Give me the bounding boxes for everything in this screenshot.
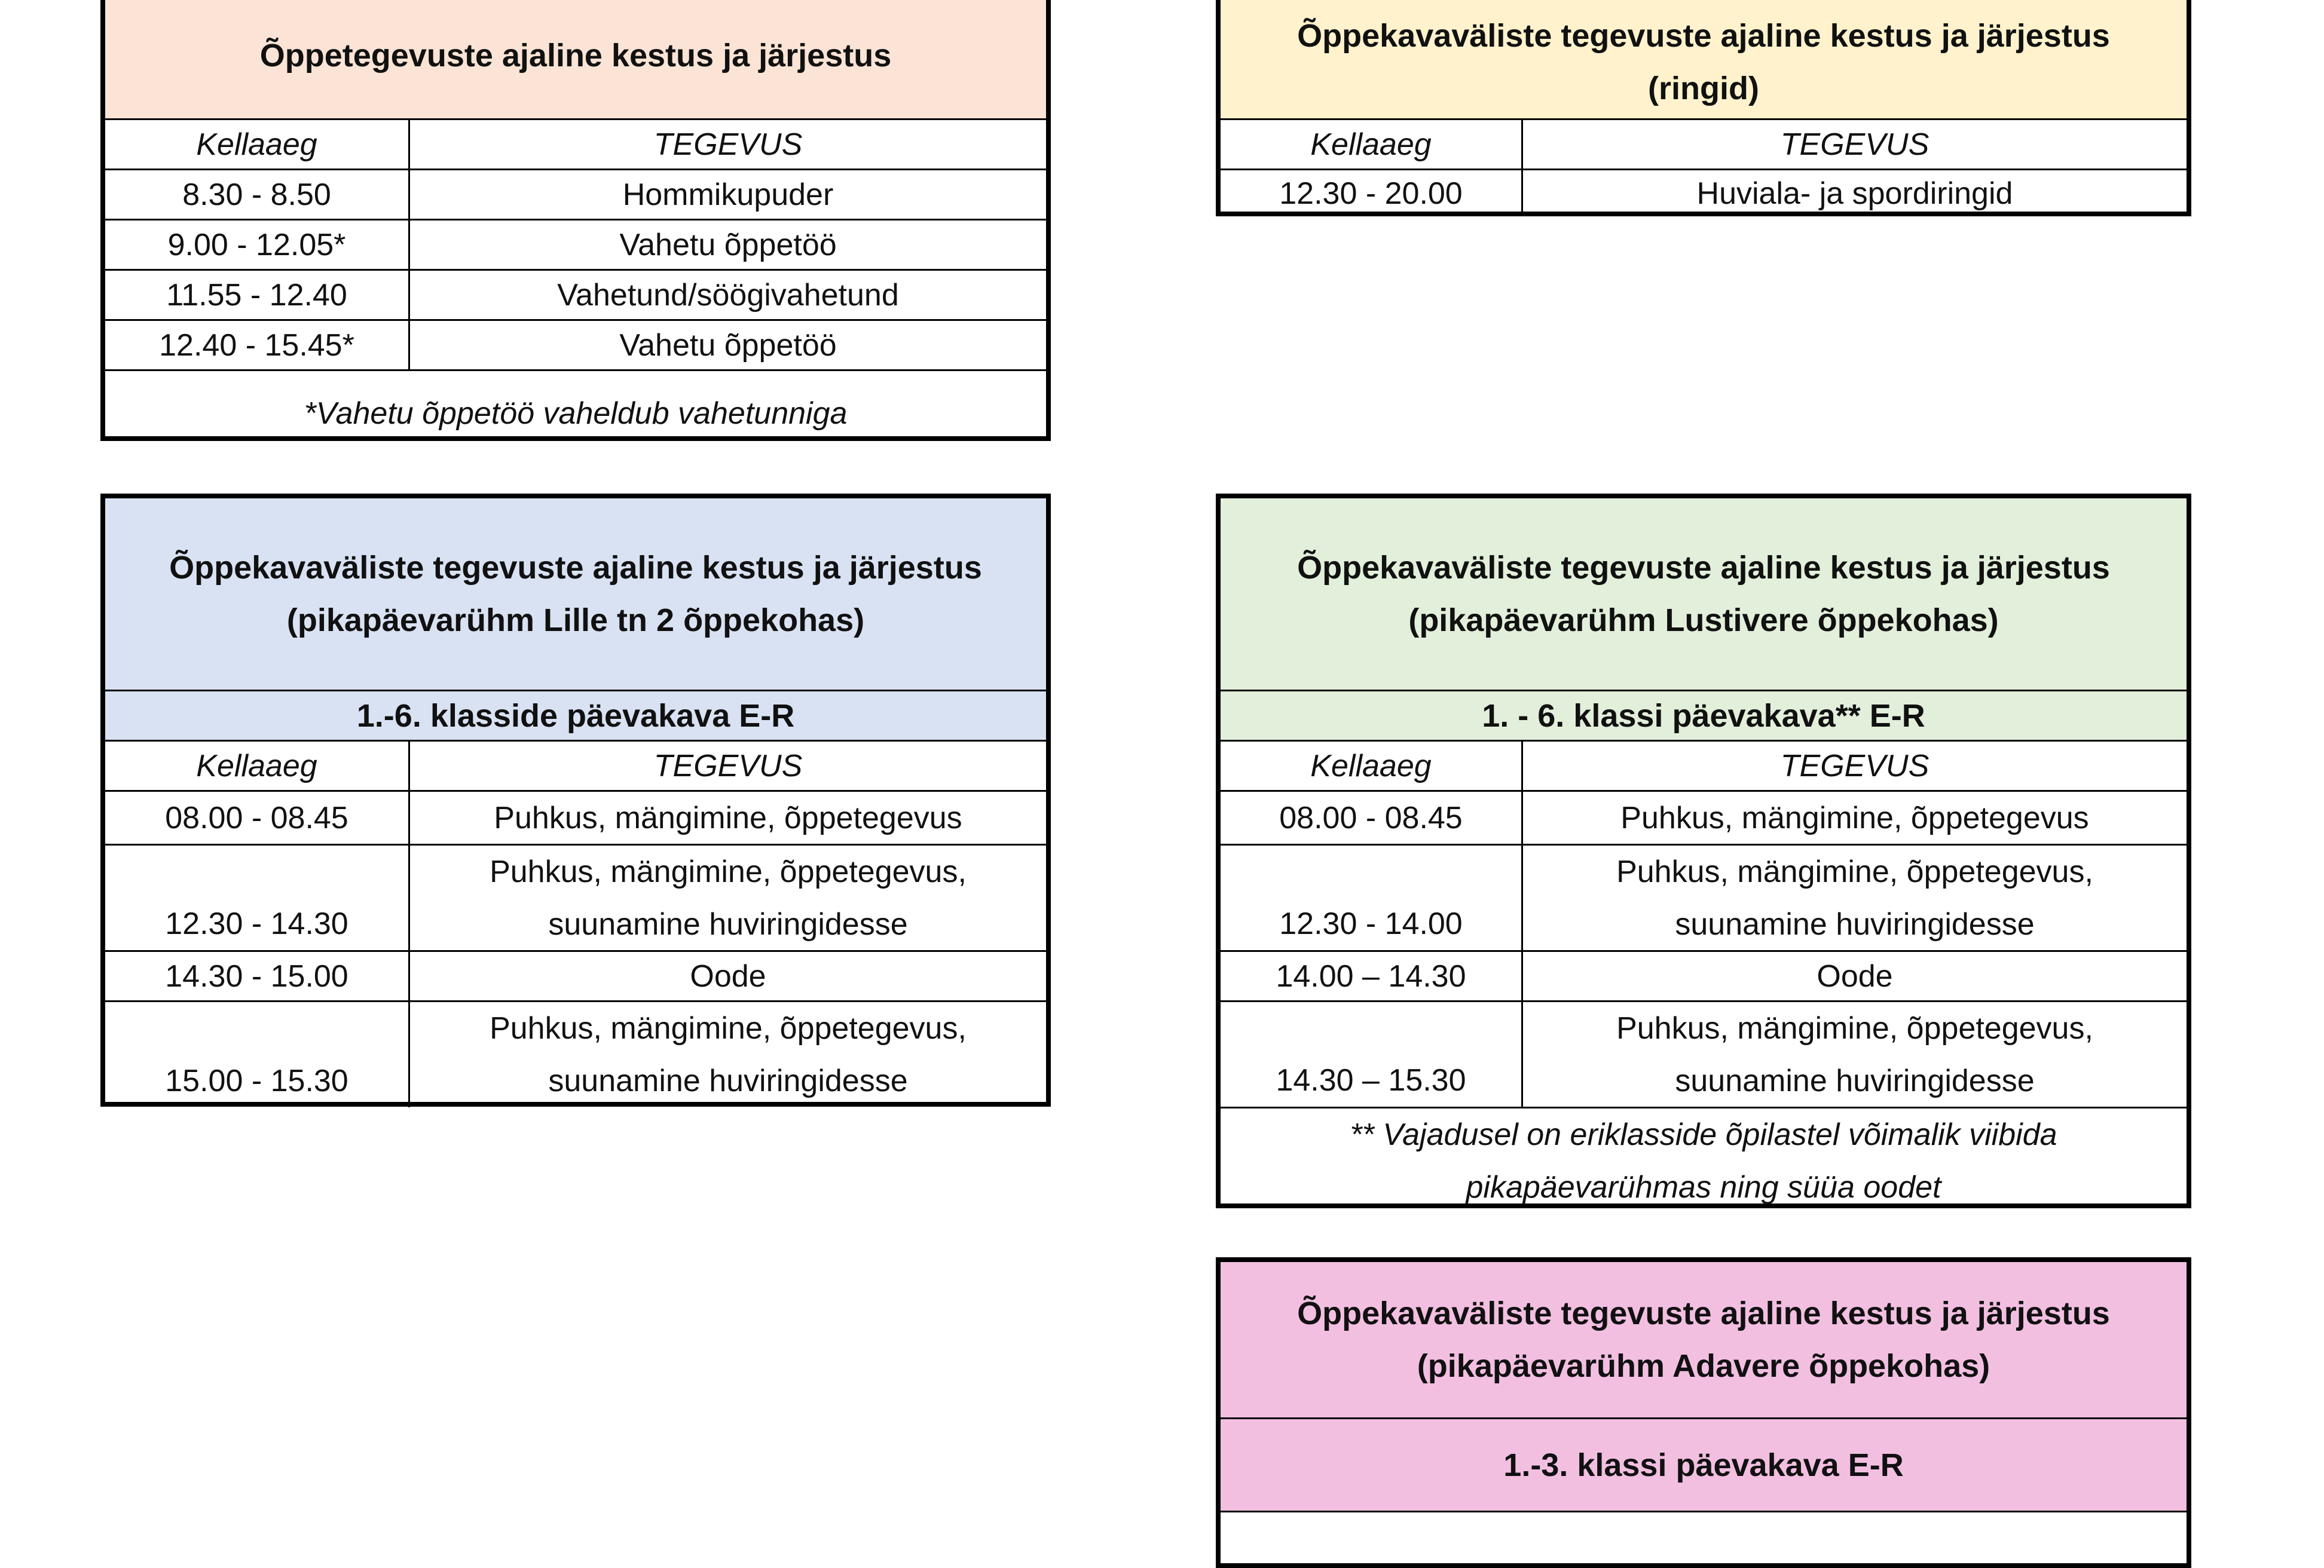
table-title <box>1221 1262 2187 1417</box>
column-header-row <box>105 118 1046 169</box>
time-cell: 9.00 - 12.05* <box>105 220 410 269</box>
subheader-row <box>1221 1417 2187 1511</box>
table-row <box>105 1000 1046 1107</box>
activity-line-2: suunamine huviringidesse <box>548 906 908 942</box>
table-header <box>105 0 1046 118</box>
table-row <box>105 269 1046 319</box>
schedule-table-adavere <box>1216 1257 2191 1568</box>
table-header <box>1221 0 2187 118</box>
time-cell: 15.00 - 15.30 <box>105 1002 410 1107</box>
column-header-time: Kellaaeg <box>1221 120 1523 169</box>
table-header <box>1221 1262 2187 1417</box>
table-title-line-2: (pikapäevarühm Lustivere õppekohas) <box>1408 602 1999 638</box>
table-title: Õppetegevuste ajaline kestus ja järjestus <box>259 38 892 74</box>
column-header-time: Kellaaeg <box>105 120 410 169</box>
table-title-line-1: Õppekavaväliste tegevuste ajaline kestus ja järjestus <box>1297 1296 2110 1331</box>
time-cell: 14.00 – 14.30 <box>1221 952 1523 1000</box>
table-title-line-2: (pikapäevarühm Adavere õppekohas) <box>1417 1348 1990 1384</box>
column-header-row <box>1221 118 2187 169</box>
activity-cell: Vahetu õppetöö <box>619 327 837 363</box>
table-row <box>105 219 1046 269</box>
activity-cell <box>410 1002 1046 1107</box>
time-cell: 14.30 – 15.30 <box>1221 1002 1523 1107</box>
table-row <box>105 844 1046 950</box>
column-header-time: Kellaaeg <box>1221 742 1523 790</box>
time-cell: 14.30 - 15.00 <box>105 952 410 1000</box>
table-title <box>1221 0 2187 118</box>
table-title-line-1: Õppekavaväliste tegevuste ajaline kestus ja järjestus <box>169 550 982 586</box>
activity-cell: Puhkus, mängimine, õppetegevus <box>494 800 962 835</box>
activity-cell <box>1523 1002 2187 1107</box>
table-header <box>105 498 1046 690</box>
table-title-line-2: (pikapäevarühm Lille tn 2 õppekohas) <box>286 602 865 638</box>
activity-line-1: Puhkus, mängimine, õppetegevus, <box>1616 854 2093 889</box>
column-header-activity: TEGEVUS <box>1780 748 1929 783</box>
table-footnote <box>1221 1108 2187 1214</box>
table-title <box>105 498 1046 690</box>
activity-cell: Hommikupuder <box>622 177 834 212</box>
table-row <box>1221 169 2187 216</box>
table-title-line-2: (ringid) <box>1648 71 1759 106</box>
table-row <box>1221 1000 2187 1107</box>
table-header <box>1221 498 2187 690</box>
time-cell: 12.30 - 20.00 <box>1221 170 1523 216</box>
table-row <box>105 319 1046 369</box>
table-subtitle: 1. - 6. klassi päevakava** E-R <box>1482 697 1925 734</box>
column-header-activity: TEGEVUS <box>653 127 803 162</box>
column-header-row <box>1221 740 2187 790</box>
subheader-row <box>105 690 1046 740</box>
activity-line-1: Puhkus, mängimine, õppetegevus, <box>490 854 967 889</box>
table-row <box>1221 844 2187 950</box>
note-row <box>105 369 1046 440</box>
table-subtitle: 1.-6. klasside päevakava E-R <box>356 697 795 734</box>
activity-cell: Oode <box>690 958 766 994</box>
time-cell: 11.55 - 12.40 <box>105 271 410 319</box>
schedule-table-lustivere <box>1216 494 2191 1208</box>
activity-line-1: Puhkus, mängimine, õppetegevus, <box>490 1011 967 1046</box>
column-header-activity: TEGEVUS <box>653 748 803 783</box>
activity-line-2: suunamine huviringidesse <box>548 1064 908 1098</box>
table-row <box>105 790 1046 844</box>
table-row <box>1221 950 2187 1000</box>
activity-cell: Oode <box>1817 958 1893 994</box>
table-title-line-1: Õppekavaväliste tegevuste ajaline kestus ja järjestus <box>1297 550 2110 586</box>
note-row <box>1221 1107 2187 1214</box>
activity-cell <box>410 846 1046 950</box>
activity-line-2: suunamine huviringidesse <box>1675 1063 2035 1098</box>
table-row <box>105 169 1046 219</box>
time-cell: 12.30 - 14.30 <box>105 846 410 950</box>
table-row <box>1221 1511 2187 1512</box>
column-header-activity: TEGEVUS <box>1780 127 1929 162</box>
time-cell: 12.30 - 14.00 <box>1221 846 1523 950</box>
activity-line-1: Puhkus, mängimine, õppetegevus, <box>1616 1010 2093 1046</box>
table-row <box>1221 790 2187 844</box>
footnote-line-1: ** Vajadusel on eriklasside õpilastel võimalik viibida <box>1350 1117 2057 1152</box>
table-subtitle: 1.-3. klassi päevakava E-R <box>1503 1447 1904 1483</box>
table-footnote: *Vahetu õppetöö vaheldub vahetunniga <box>304 396 848 431</box>
activity-cell <box>1523 846 2187 950</box>
column-header-row <box>105 740 1046 790</box>
table-row <box>105 950 1046 1000</box>
footnote-line-2: pikapäevarühmas ning süüa oodet <box>1466 1170 1941 1205</box>
column-header-time: Kellaaeg <box>105 742 410 790</box>
schedule-table-clubs <box>1216 0 2191 216</box>
activity-cell: Huviala- ja spordiringid <box>1696 176 2013 211</box>
activity-cell: Puhkus, mängimine, õppetegevus <box>1620 800 2089 835</box>
activity-line-2: suunamine huviringidesse <box>1675 906 2035 942</box>
table-title-line-1: Õppekavaväliste tegevuste ajaline kestus ja järjestus <box>1297 18 2110 54</box>
schedule-table-lille <box>100 494 1051 1107</box>
schedule-table-lessons <box>100 0 1051 441</box>
activity-cell: Vahetund/söögivahetund <box>557 277 899 313</box>
time-cell: 08.00 - 08.45 <box>105 792 410 844</box>
time-cell: 08.00 - 08.45 <box>1221 792 1523 844</box>
subheader-row <box>1221 690 2187 740</box>
time-cell: 8.30 - 8.50 <box>105 170 410 219</box>
time-cell: 12.40 - 15.45* <box>105 321 410 369</box>
activity-cell: Vahetu õppetöö <box>619 227 837 262</box>
table-title <box>1221 498 2187 690</box>
